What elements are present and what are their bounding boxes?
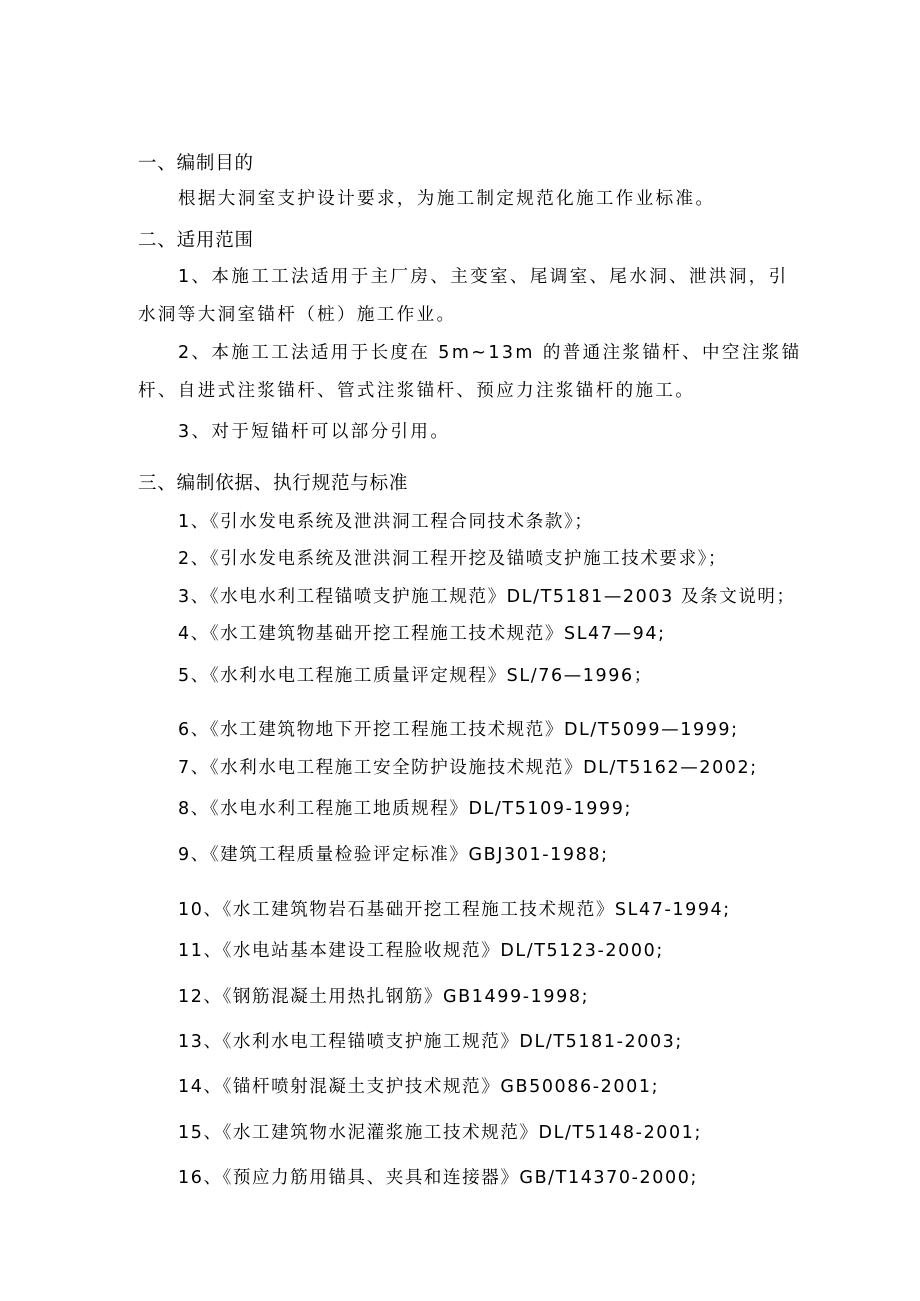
reference-item: 3、《水电水利工程锚喷支护施工规范》DL/T5181—2003 及条文说明； <box>178 587 796 607</box>
section-heading-purpose: 一、编制目的 <box>138 153 254 174</box>
reference-item: 14、《锚杆喷射混凝土支护技术规范》GB50086-2001; <box>178 1077 660 1097</box>
paragraph: 根据大洞室支护设计要求，为施工制定规范化施工作业标准。 <box>178 189 716 209</box>
reference-item: 15、《水工建筑物水泥灌浆施工技术规范》DL/T5148-2001; <box>178 1123 703 1143</box>
paragraph: 杆、自进式注浆锚杆、管式注浆锚杆、预应力注浆锚杆的施工。 <box>138 381 696 401</box>
reference-item: 5、《水利水电工程施工质量评定规程》SL/76—1996； <box>178 666 653 686</box>
paragraph: 3、对于短锚杆可以部分引用。 <box>178 422 451 442</box>
reference-item: 10、《水工建筑物岩石基础开挖工程施工技术规范》SL47-1994; <box>178 900 731 920</box>
section-heading-references: 三、编制依据、执行规范与标准 <box>138 473 409 494</box>
reference-item: 2、《引水发电系统及泄洪洞工程开挖及锚喷支护施工技术要求》； <box>178 549 728 569</box>
reference-item: 13、《水利水电工程锚喷支护施工规范》DL/T5181-2003; <box>178 1032 683 1052</box>
reference-item: 9、《建筑工程质量检验评定标准》GBJ301-1988; <box>178 845 609 865</box>
reference-item: 16、《预应力筋用锚具、夹具和连接器》GB/T14370-2000; <box>178 1168 698 1188</box>
reference-item: 4、《水工建筑物基础开挖工程施工技术规范》SL47—94; <box>178 624 666 644</box>
paragraph: 2、本施工工法适用于长度在 5m~13m 的普通注浆锚杆、中空注浆锚 <box>178 343 802 363</box>
paragraph: 水洞等大洞室锚杆（桩）施工作业。 <box>138 305 457 325</box>
document-title <box>0 112 920 136</box>
reference-item: 11、《水电站基本建设工程脸收规范》DL/T5123-2000; <box>178 941 664 961</box>
reference-item: 12、《钢筋混凝土用热扎钢筋》GB1499-1998; <box>178 987 590 1007</box>
paragraph: 1、本施工工法适用于主厂房、主变室、尾调室、尾水洞、泄洪洞，引 <box>178 267 789 287</box>
section-heading-scope: 二、适用范围 <box>138 230 254 251</box>
reference-item: 6、《水工建筑物地下开挖工程施工技术规范》DL/T5099—1999; <box>178 720 739 740</box>
reference-item: 7、《水利水电工程施工安全防护设施技术规范》DL/T5162—2002; <box>178 758 758 778</box>
reference-item: 1、《引水发电系统及泄洪洞工程合同技术条款》； <box>178 512 594 532</box>
reference-item: 8、《水电水利工程施工地质规程》DL/T5109-1999; <box>178 799 632 819</box>
